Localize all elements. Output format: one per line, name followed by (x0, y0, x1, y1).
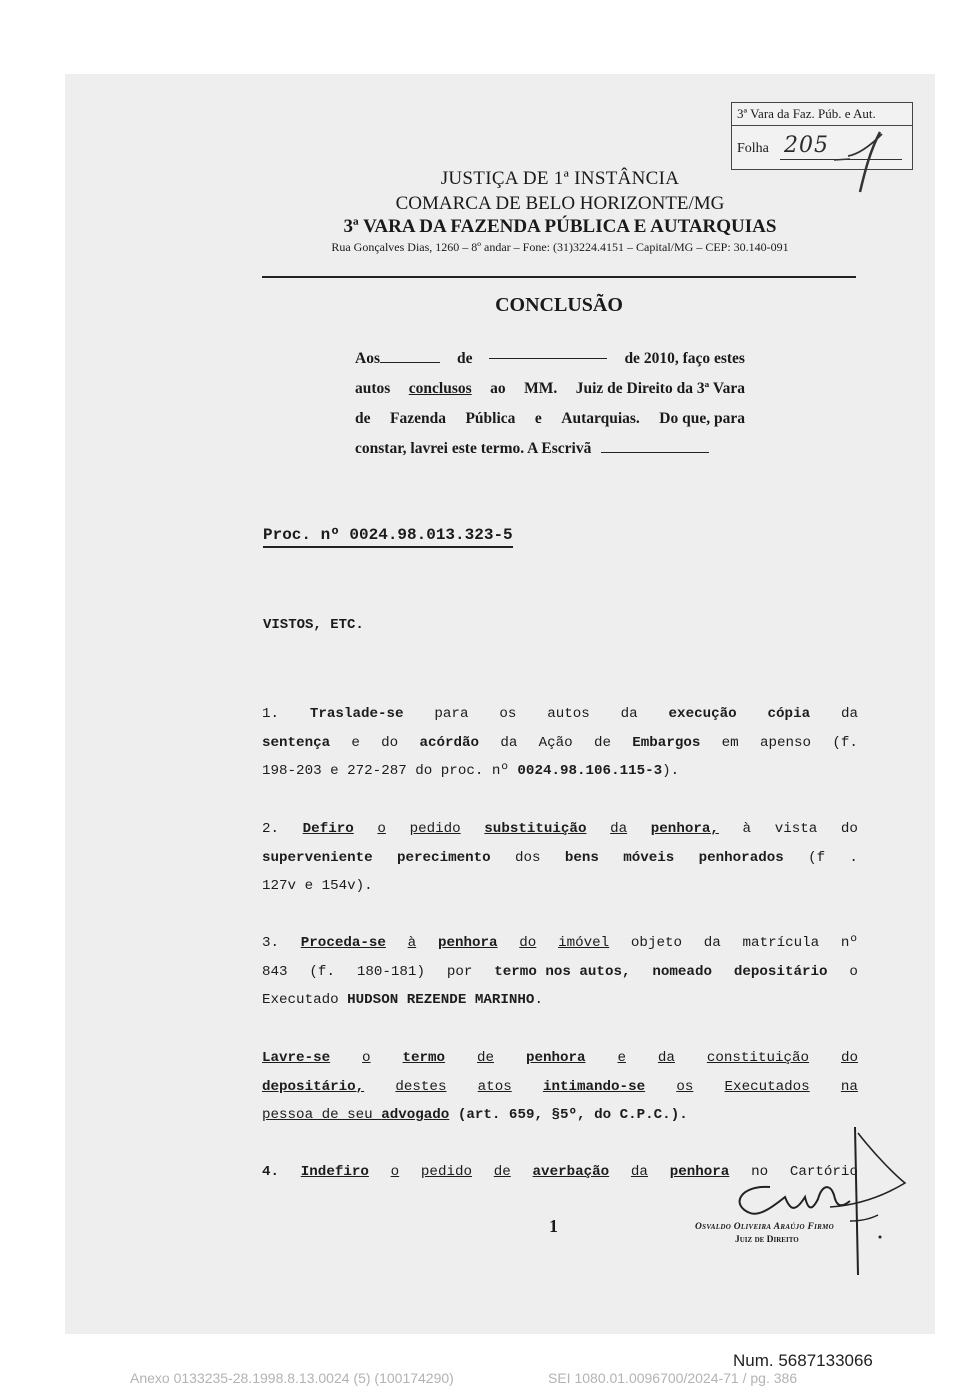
word: de (493, 1164, 511, 1180)
de-label: de (456, 350, 473, 367)
word: o (377, 821, 386, 837)
word: destes (395, 1078, 447, 1095)
p1-line-1 (262, 700, 858, 729)
word: penhorados (698, 849, 784, 866)
word: execução (668, 706, 737, 722)
p3-line-3 (262, 986, 858, 1015)
p1-line-3 (262, 757, 858, 786)
word: à (407, 935, 417, 951)
word: bens (564, 849, 599, 866)
word: . (849, 849, 858, 866)
word: na (840, 1078, 858, 1095)
header-address: Rua Gonçalves Dias, 1260 – 8º andar – Fone: (31)3224.4151 – Capital/MG – CEP: 30.140-091 (331, 240, 789, 254)
word: imóvel (558, 935, 610, 951)
word: (f. (832, 734, 858, 751)
word: Executados (724, 1078, 810, 1095)
word: da (620, 706, 638, 722)
word: da (840, 706, 858, 722)
word: Ação (538, 734, 573, 751)
word: autos (355, 380, 391, 397)
paragraph-3 (262, 929, 858, 1015)
word: 2. (262, 821, 280, 837)
word: autos (547, 706, 590, 722)
word: MM. (524, 380, 558, 397)
word: móveis (623, 849, 675, 866)
word: no (751, 1164, 769, 1180)
aos-label: Aos (355, 350, 380, 367)
word: 198-203 e 272-287 do proc. nº (262, 763, 518, 779)
word: constituição (706, 1050, 810, 1066)
word: cópia (767, 706, 811, 722)
word: para (434, 706, 469, 722)
word: 0024.98.106.115-3 (517, 763, 663, 779)
word: conclusos (408, 380, 472, 397)
word: 4. (262, 1164, 280, 1180)
word: da (630, 1164, 648, 1180)
word: Embargos (632, 734, 701, 751)
word: da (657, 1050, 675, 1066)
word: depositário (733, 963, 828, 980)
word: Proceda-se (300, 935, 386, 951)
header-line-1: JUSTIÇA DE 1ª INSTÂNCIA (440, 168, 680, 189)
word: por (446, 963, 473, 980)
word: da (703, 935, 721, 951)
word: de (593, 734, 611, 751)
word: (art. 659, §5º, do C.P.C.). (449, 1107, 688, 1123)
word: penhora (669, 1164, 730, 1180)
word: atos (477, 1078, 512, 1095)
word: . (534, 992, 543, 1008)
word: Traslade-se (309, 706, 404, 722)
word: Cartório (789, 1164, 858, 1180)
stamp-vara: 3ª Vara da Faz. Púb. e Aut. (732, 103, 912, 126)
conclusao-paragraph (355, 344, 745, 464)
stamp-folha-number: 205 (784, 133, 829, 158)
paragraph-4 (262, 1044, 858, 1130)
p1-line-2 (262, 729, 858, 758)
word: dos (514, 849, 541, 866)
judge-name: Osvaldo Oliveira Araújo Firmo (695, 1222, 834, 1232)
escriva-text: constar, lavrei este termo. A Escrivã (355, 440, 592, 457)
paragraph-1 (262, 700, 858, 786)
word: superveniente (262, 849, 373, 866)
word: pedido (420, 1164, 473, 1180)
word: do (840, 1050, 858, 1066)
word: nº (840, 935, 858, 951)
footer-anexo: Anexo 0133235-28.1998.8.13.0024 (5) (100174290) (130, 1370, 454, 1386)
footer-document-number: Num. 5687133066 (733, 1351, 873, 1370)
word: (f. (309, 963, 335, 980)
word: ). (662, 763, 680, 779)
word: acórdão (419, 734, 480, 751)
word: os (676, 1078, 694, 1095)
word: vista (774, 821, 818, 837)
word: pessoa de seu (262, 1107, 382, 1123)
conclusao-title: CONCLUSÃO (495, 294, 623, 316)
word: o (362, 1050, 371, 1066)
p2-line-3: 127v e 154v). (262, 878, 373, 894)
word: penhora (437, 935, 498, 951)
word: Executado (262, 992, 348, 1008)
paragraph-2 (262, 815, 858, 901)
word: do (381, 734, 399, 751)
word: pedido (409, 821, 461, 837)
word: e (617, 1050, 626, 1066)
p4-line-1 (262, 1044, 858, 1073)
word: do (840, 821, 858, 837)
vistos-heading: VISTOS, ETC. (263, 617, 364, 633)
word: 843 (262, 963, 288, 980)
p3-line-2 (262, 958, 858, 987)
stamp-folha-label: Folha (737, 141, 769, 156)
word: termo nos autos, (494, 963, 631, 980)
day-blank (380, 348, 440, 363)
word: penhora, (650, 821, 719, 837)
word: o (849, 963, 858, 980)
word: 180-181) (356, 963, 425, 980)
word: da (610, 821, 628, 837)
escriva-blank (601, 438, 709, 453)
word: (f (808, 849, 826, 866)
p2-line-2 (262, 844, 858, 873)
word: 3. (262, 935, 280, 951)
word: Do que, para (659, 410, 745, 427)
word: depositário, (262, 1078, 365, 1095)
word: Indefiro (300, 1164, 369, 1180)
word: sentença (262, 734, 331, 751)
word: de (355, 410, 371, 427)
word: e (351, 734, 360, 751)
word: HUDSON REZENDE MARINHO (347, 992, 535, 1008)
footer-sei: SEI 1080.01.0096700/2024-71 / pg. 386 (548, 1370, 798, 1386)
judge-title: Juiz de Direito (735, 1235, 799, 1245)
word: do (519, 935, 537, 951)
p2-line-1 (262, 815, 858, 844)
judge-signature (700, 1125, 920, 1285)
p3-line-1 (262, 929, 858, 958)
word: substituição (484, 821, 587, 837)
word: ao (490, 380, 506, 397)
word: Pública (465, 410, 516, 427)
year-text: de 2010, faço estes (624, 350, 745, 367)
word: Defiro (302, 821, 354, 837)
word: da (500, 734, 518, 751)
word: e (534, 410, 542, 427)
word: em (721, 734, 739, 751)
word: os (499, 706, 517, 722)
header-divider (262, 276, 856, 278)
p4-line-2 (262, 1073, 858, 1102)
word: Lavre-se (262, 1050, 331, 1066)
word: nomeado (652, 963, 712, 980)
word: averbação (532, 1164, 610, 1180)
word: advogado (381, 1107, 450, 1123)
page-number: 1 (549, 1216, 558, 1236)
header-line-3: 3ª VARA DA FAZENDA PÚBLICA E AUTARQUIAS (343, 216, 777, 237)
process-number: Proc. nº 0024.98.013.323-5 (263, 526, 513, 548)
word: de (476, 1050, 495, 1066)
word: intimando-se (542, 1078, 646, 1095)
word: à (742, 821, 752, 837)
word: termo (402, 1050, 446, 1066)
word: apenso (759, 734, 812, 751)
header-line-2: COMARCA DE BELO HORIZONTE/MG (395, 193, 725, 214)
word: o (390, 1164, 400, 1180)
word: objeto (630, 935, 683, 951)
month-blank (489, 344, 607, 359)
word: Autarquias. (561, 410, 640, 427)
word: Juiz de Direito da 3ª Vara (575, 380, 745, 397)
word: Fazenda (389, 410, 446, 427)
word: penhora (525, 1050, 586, 1066)
word: 1. (262, 706, 280, 722)
word: matrícula (742, 935, 820, 951)
word: perecimento (397, 849, 491, 866)
